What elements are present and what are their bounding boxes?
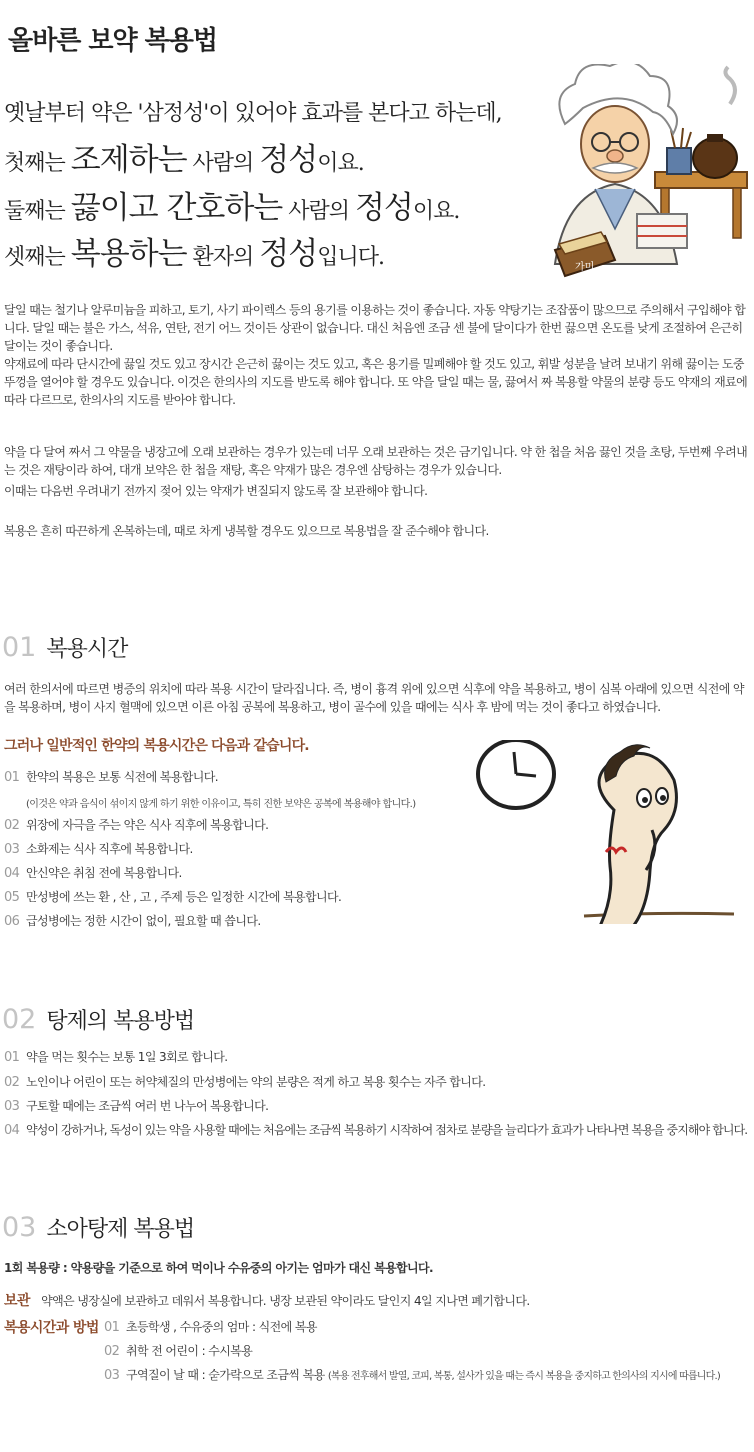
paragraph-3: 약을 다 달여 짜서 그 약물을 냉장고에 오래 보관하는 경우가 있는데 너무 오래 보관하는 것은 금기입니다. 약 한 첩을 처음 끓인 것을 초탕, 두번째 우려내는 것은 재탕이라 하여, 대개 보약은 한 첩을 재탕, 혹은 약재가 많은 경우엔 삼탕하는 경우가 있습니다. bbox=[4, 445, 748, 477]
intro-line-1: 옛날부터 약은 '삼정성'이 있어야 효과를 본다고 하는데, bbox=[4, 101, 502, 126]
paragraph-2: 약재료에 따라 단시간에 끓일 것도 있고 장시간 은근히 끓이는 것도 있고, 혹은 용기를 밀폐해야 할 것도 있고, 휘발 성분을 날려 보내기 위해 끓이는 도중 뚜껑을 열어야 할 경우도 있습니다. 이것은 한의사의 지도를 받도록 해야 합니다. 또 약을 달일 때는 물, 끓여서 짜 복용할 약물의 분량 등도 약재의 재료에 따라 다르므로, 한의사의 지도를 받아야 합니다. bbox=[4, 357, 748, 407]
section-3-title: 소아탕제 복용법 bbox=[46, 1217, 195, 1242]
section-1-item-1-note: (이것은 약과 음식이 섞이지 않게 하기 위한 이유이고, 특히 진한 보약은 공복에 복용해야 합니다.) bbox=[26, 799, 416, 810]
box-label: 가미 bbox=[575, 262, 595, 273]
section-1-heading bbox=[2, 632, 127, 663]
section-2-heading bbox=[2, 1004, 194, 1035]
intro-line-2: 첫째는 조제하는 사람의 정성이요. bbox=[4, 142, 364, 178]
section-3-item-2: 02 취학 전 어린이 : 수시복용 bbox=[104, 1344, 253, 1359]
storage-text: 약액은 냉장실에 보관하고 데워서 복용합니다. 냉장 보관된 약이라도 달인지 4일 지나면 폐기합니다. bbox=[41, 1294, 530, 1308]
intro-line-3: 둘째는 끓이고 간호하는 사람의 정성이요. bbox=[4, 190, 460, 226]
section-2-item-4: 04 약성이 강하거나, 독성이 있는 약을 사용할 때에는 처음에는 조금씩 복용하기 시작하여 점차로 분량을 늘리다가 효과가 나타나면 복용을 중지해야 합니다. bbox=[4, 1123, 748, 1138]
storage-label: 보관 bbox=[4, 1293, 30, 1309]
section-3-number: 03 bbox=[2, 1212, 37, 1243]
section-2-item-1: 01 약을 먹는 횟수는 보통 1일 3회로 합니다. bbox=[4, 1050, 228, 1065]
section-3-heading bbox=[2, 1212, 194, 1243]
section-1-title: 복용시간 bbox=[46, 637, 128, 662]
section-1-item-2: 02 위장에 자극을 주는 약은 식사 직후에 복용합니다. bbox=[4, 818, 269, 833]
herbal-doctor-illustration bbox=[525, 64, 754, 280]
section-3-time-label: 복용시간과 방법 bbox=[4, 1320, 99, 1336]
section-2-number: 02 bbox=[2, 1004, 37, 1035]
section-1-subhead: 그러나 일반적인 한약의 복용시간은 다음과 같습니다. bbox=[4, 738, 309, 754]
section-3-dose: 1회 복용량 : 약용량을 기준으로 하여 먹이나 수유중의 아기는 엄마가 대신 복용합니다. bbox=[4, 1261, 433, 1275]
section-3-item-1: 01 초등학생 , 수유중의 엄마 : 식전에 복용 bbox=[104, 1320, 317, 1335]
section-1-item-4: 04 안신약은 취침 전에 복용합니다. bbox=[4, 866, 182, 881]
section-1-item-1: 01 한약의 복용은 보통 식전에 복용합니다. bbox=[4, 770, 218, 785]
section-2-item-3: 03 구토할 때에는 조금씩 여러 번 나누어 복용합니다. bbox=[4, 1099, 269, 1114]
paragraph-4: 복용은 흔히 따끈하게 온복하는데, 때로 차게 냉복할 경우도 있으므로 복용법을 잘 준수해야 합니다. bbox=[4, 524, 489, 538]
section-3-storage bbox=[4, 1290, 530, 1310]
section-1-number: 01 bbox=[2, 632, 37, 663]
section-3-item-3: 03 구역질이 날 때 : 숟가락으로 조금씩 복용 (복용 전후해서 발열, 코피, 복통, 설사가 있을 때는 즉시 복용을 중지하고 한의사의 지시에 따릅니다.) bbox=[104, 1368, 721, 1383]
clock-figure-illustration bbox=[474, 740, 744, 924]
section-1-item-3: 03 소화제는 식사 직후에 복용합니다. bbox=[4, 842, 193, 857]
section-2-item-2: 02 노인이나 어린이 또는 허약체질의 만성병에는 약의 분량은 적게 하고 복용 횟수는 자주 합니다. bbox=[4, 1075, 486, 1090]
section-2-title: 탕제의 복용방법 bbox=[46, 1009, 195, 1034]
paragraph-1: 달일 때는 철기나 알루미늄을 피하고, 토기, 사기 파이렉스 등의 용기를 이용하는 것이 좋습니다. 자동 약탕기는 조잡품이 많으므로 주의해서 구입해야 합니다. 달일 때는 불은 가스, 석유, 연탄, 전기 어느 것이든 상관이 없습니다. 대신 처음엔 조금 센 불에 달이다가 한번 끓으면 온도를 낮게 조절하여 은근히 달이는 것이 좋습니다. bbox=[4, 303, 746, 353]
paragraph-3b: 이때는 다음번 우려내기 전까지 젖어 있는 약재가 변질되지 않도록 잘 보관해야 합니다. bbox=[4, 484, 428, 498]
section-1-item-6: 06 급성병에는 정한 시간이 없이, 필요할 때 씁니다. bbox=[4, 914, 261, 929]
page-title: 올바른 보약 복용법 bbox=[8, 26, 218, 56]
section-1-description: 여러 한의서에 따르면 병증의 위치에 따라 복용 시간이 달라집니다. 즉, 병이 흉격 위에 있으면 식후에 약을 복용하고, 병이 심복 아래에 있으면 식전에 약을 복용하며, 병이 사지 혈맥에 있으면 이른 아침 공복에 복용하고, 병이 골수에 있을 때에는 식사 후 밤에 먹는 것이 좋다고 하였습니다. bbox=[4, 682, 744, 714]
section-1-item-5: 05 만성병에 쓰는 환 , 산 , 고 , 주제 등은 일정한 시간에 복용합니다. bbox=[4, 890, 342, 905]
intro-line-4: 셋째는 복용하는 환자의 정성입니다. bbox=[4, 236, 384, 272]
